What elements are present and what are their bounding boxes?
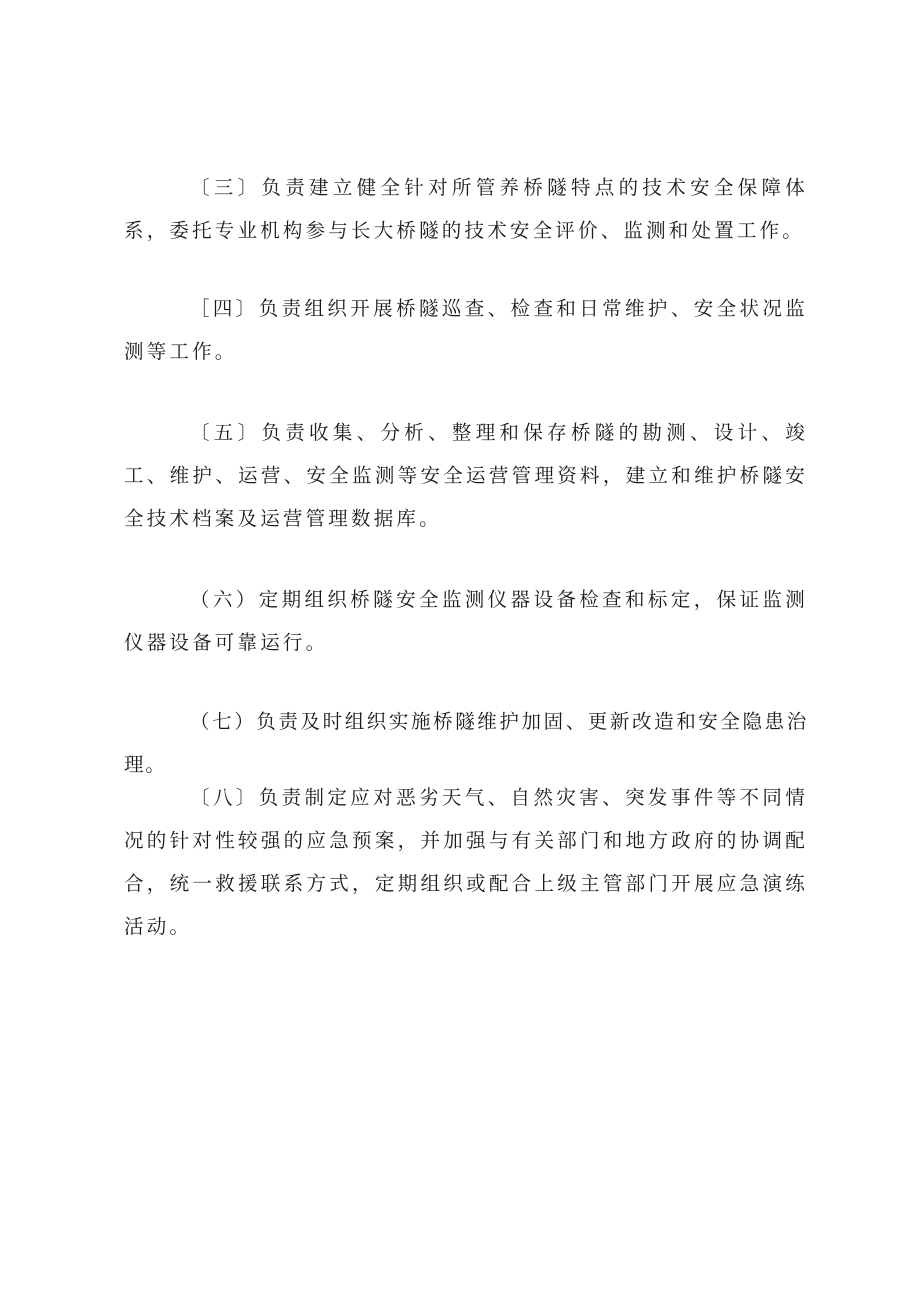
paragraph-item-4: ［四〕负责组织开展桥隧巡查、检查和日常维护、安全状况监测等工作。 [124, 297, 808, 363]
paragraph-item-7: （七）负责及时组织实施桥隧维护加固、更新改造和安全隐患治理。 [124, 710, 808, 776]
paragraph-item-5: 〔五〕负责收集、分析、整理和保存桥隧的勘测、设计、竣工、维护、运营、安全监测等安全运营管理资料，建立和维护桥隧安全技术档案及运营管理数据库。 [124, 421, 808, 530]
paragraph-item-6: （六）定期组织桥隧安全监测仪器设备检查和标定，保证监测仪器设备可靠运行。 [124, 588, 808, 654]
paragraph-item-3: 〔三〕负责建立健全针对所管养桥隧特点的技术安全保障体系，委托专业机构参与长大桥隧的技术安全评价、监测和处置工作。 [124, 176, 808, 242]
paragraph-item-8: 〔八〕负责制定应对恶劣天气、自然灾害、突发事件等不同情况的针对性较强的应急预案，并加强与有关部门和地方政府的协调配合，统一救援联系方式，定期组织或配合上级主管部门开展应急演练活动。 [124, 786, 808, 938]
